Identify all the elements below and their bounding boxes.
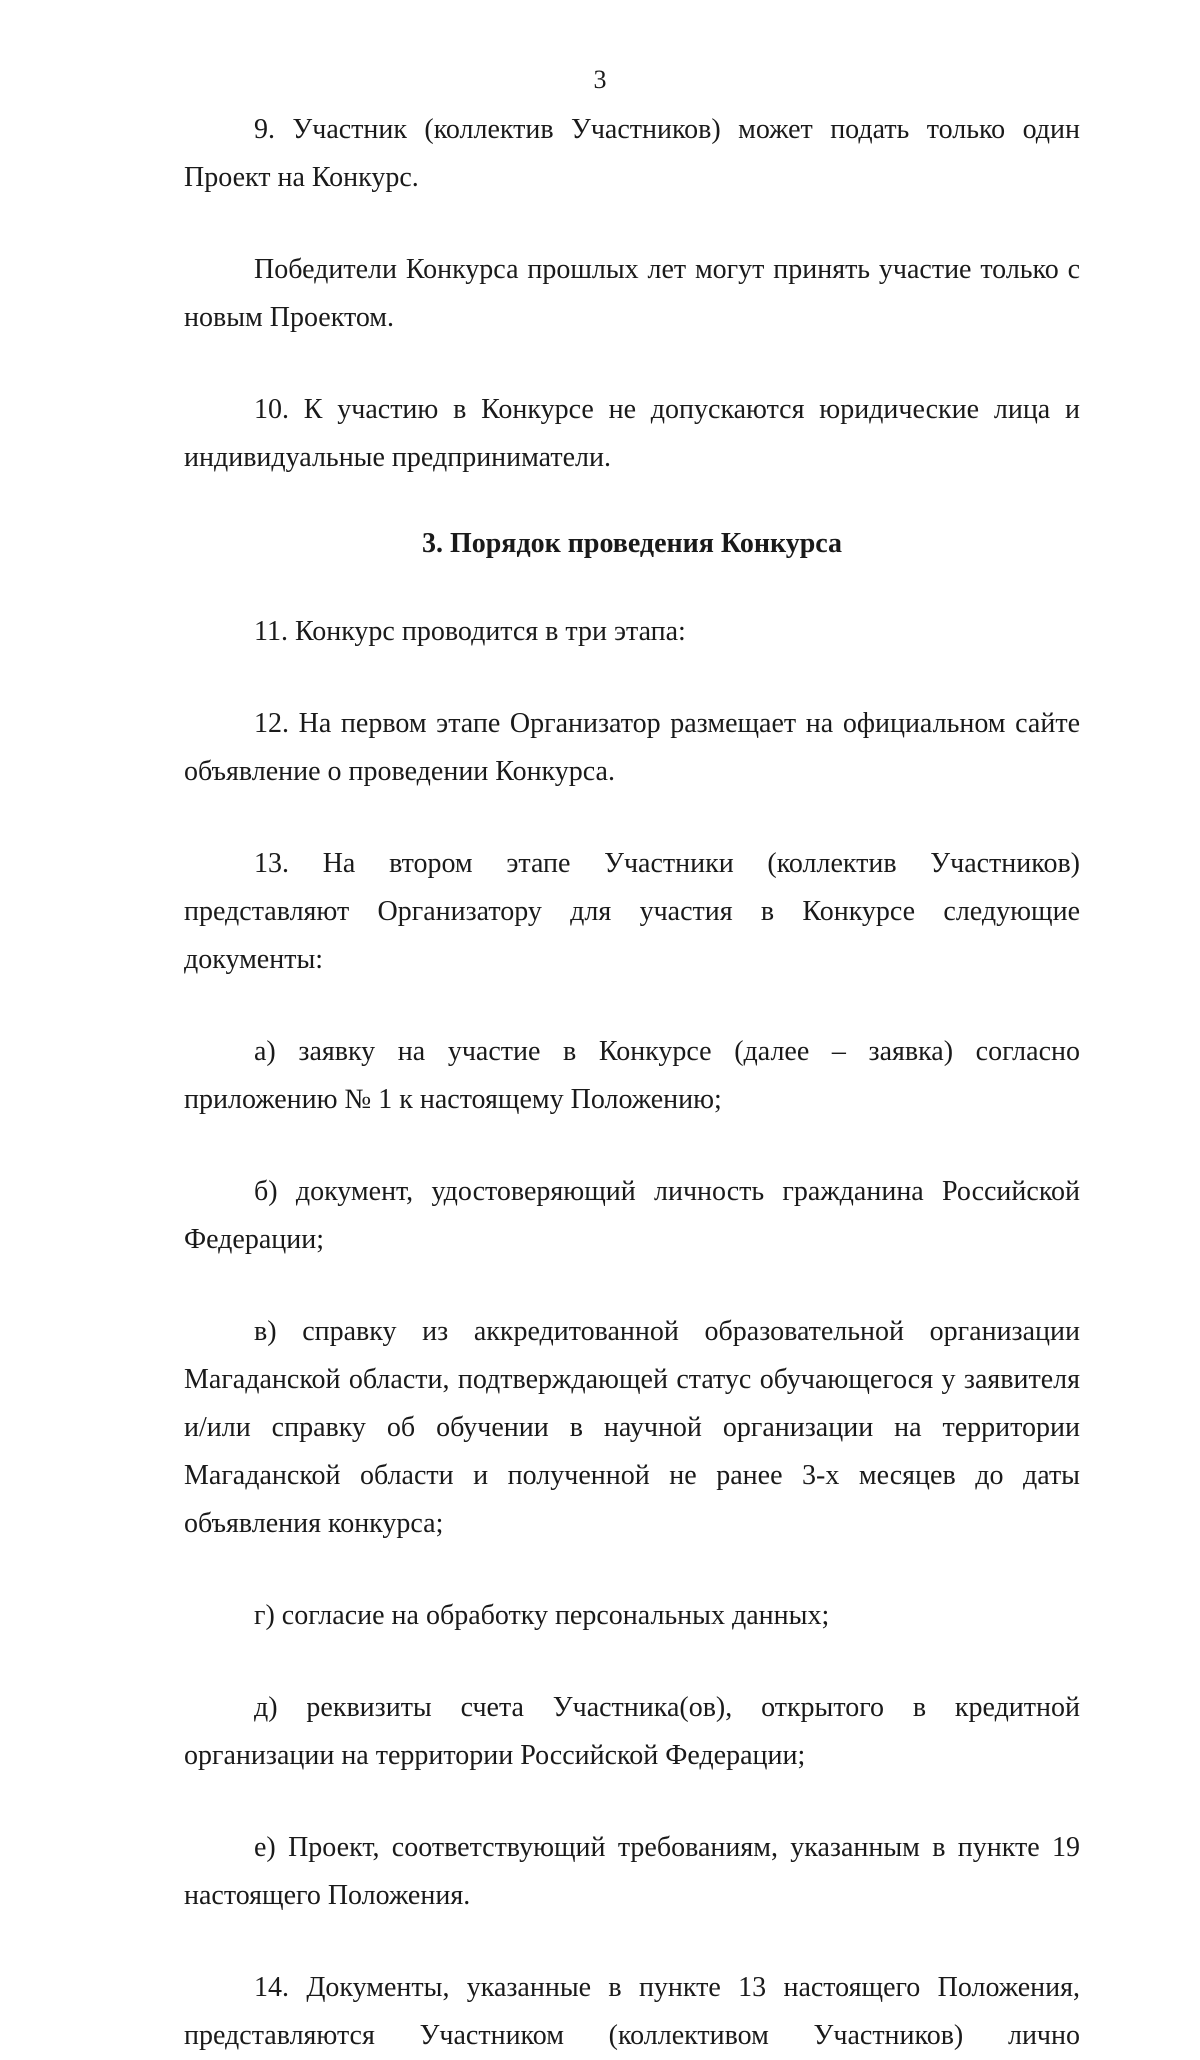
paragraph-winners: Победители Конкурса прошлых лет могут принять участие только с новым Проектом.	[184, 254, 1080, 333]
paragraph-13e: е) Проект, соответствующий требованиям, указанным в пункте 19 настоящего Положения.	[184, 1832, 1080, 1911]
document-body	[184, 106, 1080, 2060]
paragraph-11: 11. Конкурс проводится в три этапа:	[254, 616, 686, 647]
paragraph-13b: б) документ, удостоверяющий личность гражданина Российской Федерации;	[184, 1176, 1080, 1255]
section-heading: 3. Порядок проведения Конкурса	[421, 528, 843, 559]
paragraph-13g: г) согласие на обработку персональных данных;	[254, 1600, 830, 1631]
paragraph-13v: в) справку из аккредитованной образовательной организации Магаданской области, подтверждающей статус обучающегося у заявителя и/или справку об обучении в научной организации на территории Магаданской области и полученной не ранее 3-х месяцев до даты объявления конкурса;	[184, 1316, 1080, 1539]
paragraph-14: 14. Документы, указанные в пункте 13 настоящего Положения, представляются Участником (коллективом Участников) лично	[184, 1972, 1080, 2051]
paragraph-13d: д) реквизиты счета Участника(ов), открытого в кредитной организации на территории Российской Федерации;	[184, 1692, 1080, 1771]
paragraph-12: 12. На первом этапе Организатор размещает на официальном сайте объявление о проведении Конкурса.	[184, 708, 1080, 787]
paragraph-9: 9. Участник (коллектив Участников) может подать только один Проект на Конкурс.	[184, 114, 1080, 193]
paragraph-10: 10. К участию в Конкурсе не допускаются юридические лица и индивидуальные предприниматели.	[184, 394, 1080, 473]
paragraph-13a: а) заявку на участие в Конкурсе (далее – заявка) согласно приложению № 1 к настоящему Положению;	[184, 1036, 1080, 1115]
page-number: 3	[593, 65, 607, 94]
paragraph-13: 13. На втором этапе Участники (коллектив Участников) представляют Организатору для участия в Конкурсе следующие документы:	[184, 848, 1080, 975]
